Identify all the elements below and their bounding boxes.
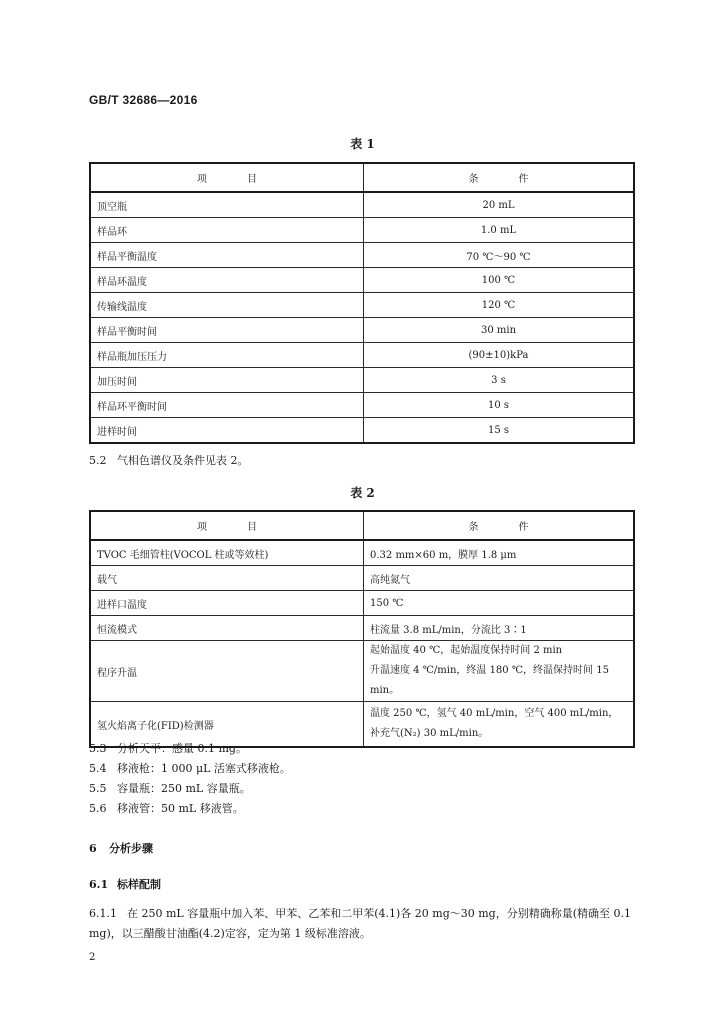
table2-caption: 表 2 <box>350 486 375 500</box>
table1-item: 样品环 <box>90 218 364 243</box>
table1-cond: 15 s <box>364 418 635 444</box>
table-row <box>90 192 634 218</box>
section-5-4 <box>89 760 291 776</box>
table2-cond-line: 起始温度 40 ℃，起始温度保持时间 2 min <box>370 645 563 656</box>
section-6-1-heading <box>89 876 161 892</box>
table1-cond: 3 s <box>364 368 635 393</box>
table1-item: 加压时间 <box>90 368 364 393</box>
table2-cond: 150 ℃ <box>364 591 635 616</box>
table2-item: 载气 <box>90 566 364 591</box>
table-row <box>90 591 634 616</box>
table1-cond: 100 ℃ <box>364 268 635 293</box>
table1-cond: 120 ℃ <box>364 293 635 318</box>
section-text: 容量瓶：250 mL 容量瓶。 <box>117 782 251 795</box>
table1-item: 顶空瓶 <box>90 192 364 218</box>
section-number: 5.5 <box>89 782 107 795</box>
table1-item: 样品平衡时间 <box>90 318 364 343</box>
table1-item: 样品瓶加压压力 <box>90 343 364 368</box>
table2-cond: 柱流量 3.8 mL/min，分流比 3∶1 <box>364 616 635 641</box>
table2-item: 进样口温度 <box>90 591 364 616</box>
section-number: 5.6 <box>89 802 107 815</box>
section-number: 5.2 <box>89 454 107 467</box>
table1-cond: 70 ℃～90 ℃ <box>364 243 635 268</box>
section-5-3 <box>89 740 247 756</box>
table-row <box>90 318 634 343</box>
table1-cond: 10 s <box>364 393 635 418</box>
table1-cond: 30 min <box>364 318 635 343</box>
section-text: 分析天平：感量 0.1 mg。 <box>117 742 247 755</box>
table2-col-item: 项目 <box>90 511 364 540</box>
section-number: 6.1.1 <box>89 907 117 920</box>
table-row <box>90 218 634 243</box>
section-6-1-1 <box>89 904 635 944</box>
table2-item: 氢火焰离子化(FID)检测器 <box>90 702 364 748</box>
table1-cond: (90±10)kPa <box>364 343 635 368</box>
table1 <box>89 162 635 444</box>
table-row <box>90 268 634 293</box>
section-text: 移液枪：1 000 μL 活塞式移液枪。 <box>117 762 291 775</box>
table-row <box>90 368 634 393</box>
section-5-5 <box>89 780 251 796</box>
table-row <box>90 566 634 591</box>
table1-item: 传输线温度 <box>90 293 364 318</box>
table2-item: 程序升温 <box>90 641 364 702</box>
table2-cond: 0.32 mm×60 m，膜厚 1.8 μm <box>364 540 635 566</box>
table2-cond-line: 补充气(N₂) 30 mL/min。 <box>370 728 489 739</box>
section-text: 分析步骤 <box>109 842 153 855</box>
table2-item: TVOC 毛细管柱(VOCOL 柱或等效柱) <box>90 540 364 566</box>
section-number: 5.4 <box>89 762 107 775</box>
table-row <box>90 293 634 318</box>
table2-cond: 高纯氮气 <box>364 566 635 591</box>
table2-cond <box>364 702 635 748</box>
table1-item: 样品环平衡时间 <box>90 393 364 418</box>
table1-caption: 表 1 <box>350 137 375 151</box>
table1-cond: 1.0 mL <box>364 218 635 243</box>
table2-cond-line: 升温速度 4 ℃/min，终温 180 ℃，终温保持时间 15 min。 <box>370 665 609 696</box>
section-5-6 <box>89 800 244 816</box>
table-row <box>90 243 634 268</box>
table-row <box>90 540 634 566</box>
table2-col-cond: 条件 <box>364 511 635 540</box>
table-row <box>90 418 634 444</box>
section-6-heading <box>89 840 153 856</box>
table-row <box>90 393 634 418</box>
table2-item: 恒流模式 <box>90 616 364 641</box>
page-number: 2 <box>89 952 96 963</box>
table2-header-row <box>90 511 634 540</box>
table-row <box>90 616 634 641</box>
section-text: 在 250 mL 容量瓶中加入苯、甲苯、乙苯和二甲苯(4.1)各 20 mg～30 mg，分别精确称量(精确至 0.1 mg)，以三醋酸甘油酯(4.2)定容，定为第 1 级标准溶液。 <box>89 907 632 940</box>
table1-item: 样品环温度 <box>90 268 364 293</box>
table2-cond <box>364 641 635 702</box>
table1-item: 样品平衡温度 <box>90 243 364 268</box>
table1-item: 进样时间 <box>90 418 364 444</box>
section-text: 气相色谱仪及条件见表 2。 <box>117 454 249 467</box>
table2-cond-line: 温度 250 ℃，氢气 40 mL/min，空气 400 mL/min， <box>370 708 619 719</box>
section-text: 标样配制 <box>117 878 161 891</box>
section-5-2 <box>89 452 249 468</box>
table2 <box>89 510 635 748</box>
table-row <box>90 343 634 368</box>
table1-header-row <box>90 163 634 192</box>
section-number: 6.1 <box>89 878 109 891</box>
table1-col-cond: 条件 <box>364 163 635 192</box>
standard-code: GB/T 32686—2016 <box>89 93 198 107</box>
table1-cond: 20 mL <box>364 192 635 218</box>
section-number: 5.3 <box>89 742 107 755</box>
table1-col-item: 项目 <box>90 163 364 192</box>
section-number: 6 <box>89 842 97 855</box>
table-row <box>90 641 634 702</box>
section-text: 移液管：50 mL 移液管。 <box>117 802 244 815</box>
